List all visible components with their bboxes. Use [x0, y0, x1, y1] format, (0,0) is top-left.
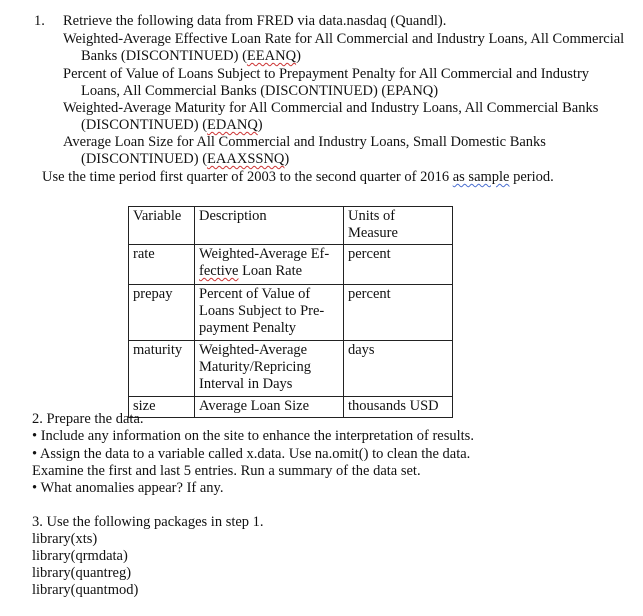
series-2-line1: Percent of Value of Loans Subject to Prepayment Penalty for All Commercial and Industry	[63, 66, 590, 82]
cell-units: days	[344, 341, 453, 397]
cell-units: thousands USD	[344, 397, 453, 418]
series-4-line2: (DISCONTINUED) (EAAXSSNQ)	[81, 151, 290, 167]
q2-bullet-2: • Assign the data to a variable called x.data. Use na.omit() to clean the data.	[32, 446, 471, 462]
table-row	[129, 341, 453, 397]
package-quantreg: library(quantreg)	[32, 565, 132, 581]
cell-description: Weighted-Average Ef- fective Loan Rate	[195, 245, 344, 285]
cell-variable: maturity	[129, 341, 195, 397]
q2-bullet-1: • Include any information on the site to enhance the interpretation of results.	[32, 428, 474, 444]
sample-period-underlined: as sample	[452, 169, 510, 185]
table-row	[129, 245, 453, 285]
package-xts: library(xts)	[32, 531, 98, 547]
header-variable: Variable	[129, 207, 195, 245]
series-1-line1: Weighted-Average Effective Loan Rate for All Commercial and Industry Loans, All Commercial	[63, 31, 625, 47]
package-qrmdata: library(qrmdata)	[32, 548, 128, 564]
series-4-code: EAAXSSNQ	[207, 151, 285, 167]
cell-units: percent	[344, 285, 453, 341]
q2-bullet-3: • What anomalies appear? If any.	[32, 480, 224, 496]
q3-heading: 3. Use the following packages in step 1.	[32, 514, 264, 530]
series-3-line2: (DISCONTINUED) (EDANQ)	[81, 117, 263, 133]
series-1-code: EEANQ	[246, 48, 297, 64]
series-3-line1: Weighted-Average Maturity for All Commercial and Industry Loans, All Commercial Banks	[63, 100, 599, 116]
series-2-code: EPANQ	[386, 83, 434, 99]
cell-variable: size	[129, 397, 195, 418]
cell-units: percent	[344, 245, 453, 285]
cell-description: Percent of Value of Loans Subject to Pre-payment Penalty	[195, 285, 344, 341]
cell-description: Average Loan Size	[195, 397, 344, 418]
series-3-code: EDANQ	[207, 117, 258, 133]
variables-table	[128, 206, 453, 418]
q2-line-3: Examine the first and last 5 entries. Run a summary of the data set.	[32, 463, 421, 479]
cell-variable: rate	[129, 245, 195, 285]
table-header-row	[129, 207, 453, 245]
cell-variable: prepay	[129, 285, 195, 341]
cell-description: Weighted-Average Maturity/Repricing Interval in Days	[195, 341, 344, 397]
package-quantmod: library(quantmod)	[32, 582, 139, 598]
series-1-line2: Banks (DISCONTINUED) (EEANQ)	[81, 48, 301, 64]
series-4-line1: Average Loan Size for All Commercial and Industry Loans, Small Domestic Banks	[63, 134, 546, 150]
q2-heading: 2. Prepare the data.	[32, 411, 144, 427]
series-2-line2: Loans, All Commercial Banks (DISCONTINUED) (EPANQ)	[81, 83, 439, 99]
table-row	[129, 397, 453, 418]
q1-number: 1.	[34, 13, 45, 29]
sample-period-text: Use the time period first quarter of 2003 to the second quarter of 2016 as sample period.	[42, 169, 554, 185]
header-description: Description	[195, 207, 344, 245]
q1-intro: Retrieve the following data from FRED via data.nasdaq (Quandl).	[63, 13, 447, 29]
header-units: Units of Measure	[344, 207, 453, 245]
table-row	[129, 285, 453, 341]
